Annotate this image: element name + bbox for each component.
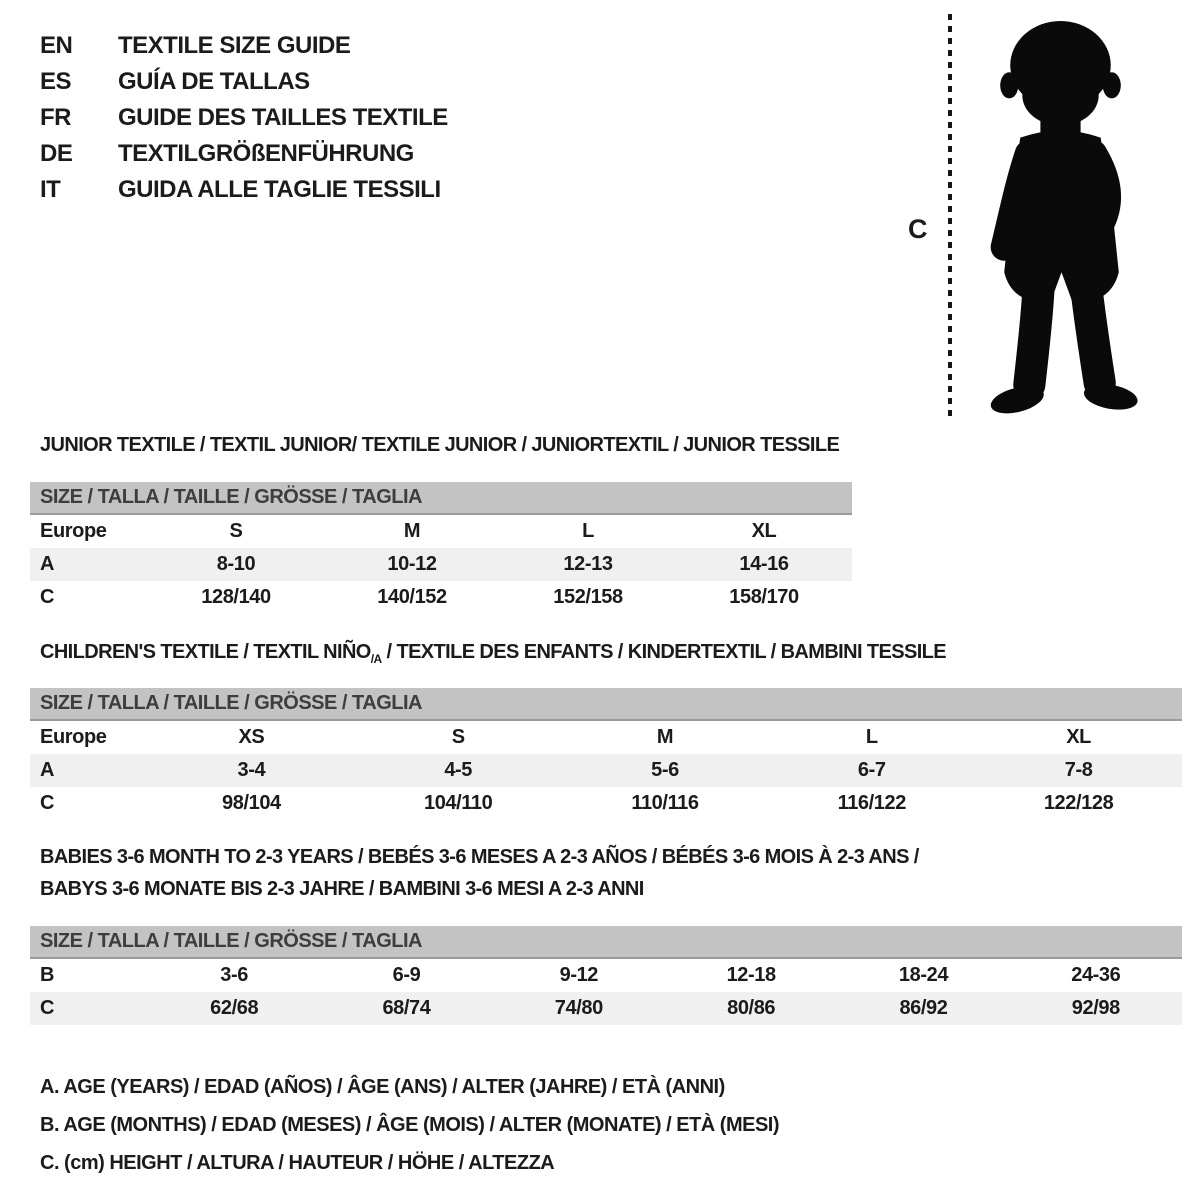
size-cell: S <box>229 520 243 542</box>
height-cell: 80/86 <box>727 997 776 1019</box>
children-size-table <box>30 688 1182 820</box>
height-cell: 110/116 <box>631 792 699 814</box>
size-header-bar: SIZE / TALLA / TAILLE / GRÖSSE / TAGLIA <box>30 926 1182 959</box>
language-code: ES <box>40 68 72 95</box>
size-cell: XL <box>1066 726 1091 748</box>
size-cell: S <box>451 726 465 748</box>
language-title: TEXTILGRÖßENFÜHRUNG <box>118 140 414 167</box>
children-heading-sub: /A <box>370 652 382 666</box>
height-cell: 86/92 <box>899 997 948 1019</box>
table-row-months <box>30 959 1182 992</box>
months-cell: 9-12 <box>559 964 599 986</box>
children-heading-part1: CHILDREN'S TEXTILE / TEXTIL NIÑO <box>40 641 371 663</box>
height-cell: 158/170 <box>729 586 799 608</box>
height-cell: 92/98 <box>1071 997 1120 1019</box>
months-cell: 24-36 <box>1071 964 1121 986</box>
toddler-silhouette-icon <box>958 13 1163 420</box>
language-title: GUIDE DES TAILLES TEXTILE <box>118 104 448 131</box>
height-cell: 122/128 <box>1043 792 1114 814</box>
language-title-list <box>40 28 448 208</box>
table-row-height <box>30 992 1182 1025</box>
height-cell: 68/74 <box>382 997 431 1019</box>
size-cell: L <box>582 520 594 542</box>
language-code: IT <box>40 176 61 203</box>
age-cell: 10-12 <box>387 553 437 575</box>
height-cell: 62/68 <box>210 997 259 1019</box>
height-cell: 128/140 <box>201 586 271 608</box>
babies-section-heading-line1: BABIES 3-6 MONTH TO 2-3 YEARS / BEBÉS 3-6 MESES A 2-3 AÑOS / BÉBÉS 3-6 MOIS À 2-3 ANS / <box>40 846 919 868</box>
language-code: FR <box>40 104 71 131</box>
table-row-age <box>30 754 1182 787</box>
measurement-legend <box>40 1068 779 1182</box>
row-label: C <box>40 586 55 608</box>
age-cell: 6-7 <box>857 759 886 781</box>
list-item <box>40 100 448 136</box>
size-cell: M <box>656 726 674 748</box>
children-heading-part2: / TEXTILE DES ENFANTS / KINDERTEXTIL / BAMBINI TESSILE <box>381 641 947 663</box>
junior-size-table <box>30 482 852 614</box>
list-item <box>40 136 448 172</box>
language-title: GUIDA ALLE TAGLIE TESSILI <box>118 176 441 203</box>
row-label: Europe <box>40 520 107 542</box>
size-cell: M <box>403 520 421 542</box>
height-cell: 74/80 <box>554 997 603 1019</box>
table-row-height <box>30 581 852 614</box>
legend-line-b: B. AGE (MONTHS) / EDAD (MESES) / ÂGE (MOIS) / ALTER (MONATE) / ETÀ (MESI) <box>40 1114 780 1136</box>
height-cell: 152/158 <box>553 586 623 608</box>
age-cell: 7-8 <box>1064 759 1093 781</box>
age-cell: 4-5 <box>444 759 473 781</box>
months-cell: 3-6 <box>220 964 249 986</box>
table-row-europe <box>30 515 852 548</box>
size-header-bar: SIZE / TALLA / TAILLE / GRÖSSE / TAGLIA <box>30 688 1182 721</box>
size-cell: XS <box>238 726 265 748</box>
row-label: C <box>40 792 55 814</box>
list-item <box>40 64 448 100</box>
months-cell: 6-9 <box>392 964 421 986</box>
babies-section-heading-line2: BABYS 3-6 MONATE BIS 2-3 JAHRE / BAMBINI 3-6 MESI A 2-3 ANNI <box>40 878 644 900</box>
age-cell: 12-13 <box>563 553 613 575</box>
size-header-bar: SIZE / TALLA / TAILLE / GRÖSSE / TAGLIA <box>30 482 852 515</box>
language-code: DE <box>40 140 73 167</box>
table-row-europe <box>30 721 1182 754</box>
height-cell: 140/152 <box>377 586 447 608</box>
list-item <box>40 28 448 64</box>
children-section-heading <box>40 641 946 666</box>
row-label: C <box>40 997 55 1019</box>
table-row-height <box>30 787 1182 820</box>
language-title: TEXTILE SIZE GUIDE <box>118 32 351 59</box>
junior-section-heading: JUNIOR TEXTILE / TEXTIL JUNIOR/ TEXTILE JUNIOR / JUNIORTEXTIL / JUNIOR TESSILE <box>40 434 840 456</box>
list-item <box>40 172 448 208</box>
height-measure-label: C <box>908 214 928 244</box>
legend-line-c: C. (cm) HEIGHT / ALTURA / HAUTEUR / HÖHE / ALTEZZA <box>40 1152 555 1174</box>
age-cell: 5-6 <box>651 759 679 781</box>
language-title: GUÍA DE TALLAS <box>118 68 310 95</box>
babies-size-table <box>30 926 1182 1025</box>
months-cell: 18-24 <box>898 964 949 986</box>
height-cell: 98/104 <box>222 792 281 814</box>
age-cell: 3-4 <box>237 759 266 781</box>
row-label: A <box>40 759 55 781</box>
table-row-age <box>30 548 852 581</box>
language-code: EN <box>40 32 73 59</box>
age-cell: 8-10 <box>216 553 256 575</box>
months-cell: 12-18 <box>726 964 776 986</box>
row-label: B <box>40 964 55 986</box>
age-cell: 14-16 <box>739 553 789 575</box>
height-cell: 116/122 <box>837 792 906 814</box>
size-cell: L <box>865 726 878 748</box>
row-label: A <box>40 553 55 575</box>
row-label: Europe <box>40 726 107 748</box>
size-cell: XL <box>751 520 777 542</box>
height-measure-dashed-line <box>948 14 952 416</box>
height-cell: 104/110 <box>423 792 493 814</box>
legend-line-a: A. AGE (YEARS) / EDAD (AÑOS) / ÂGE (ANS) / ALTER (JAHRE) / ETÀ (ANNI) <box>40 1076 725 1098</box>
